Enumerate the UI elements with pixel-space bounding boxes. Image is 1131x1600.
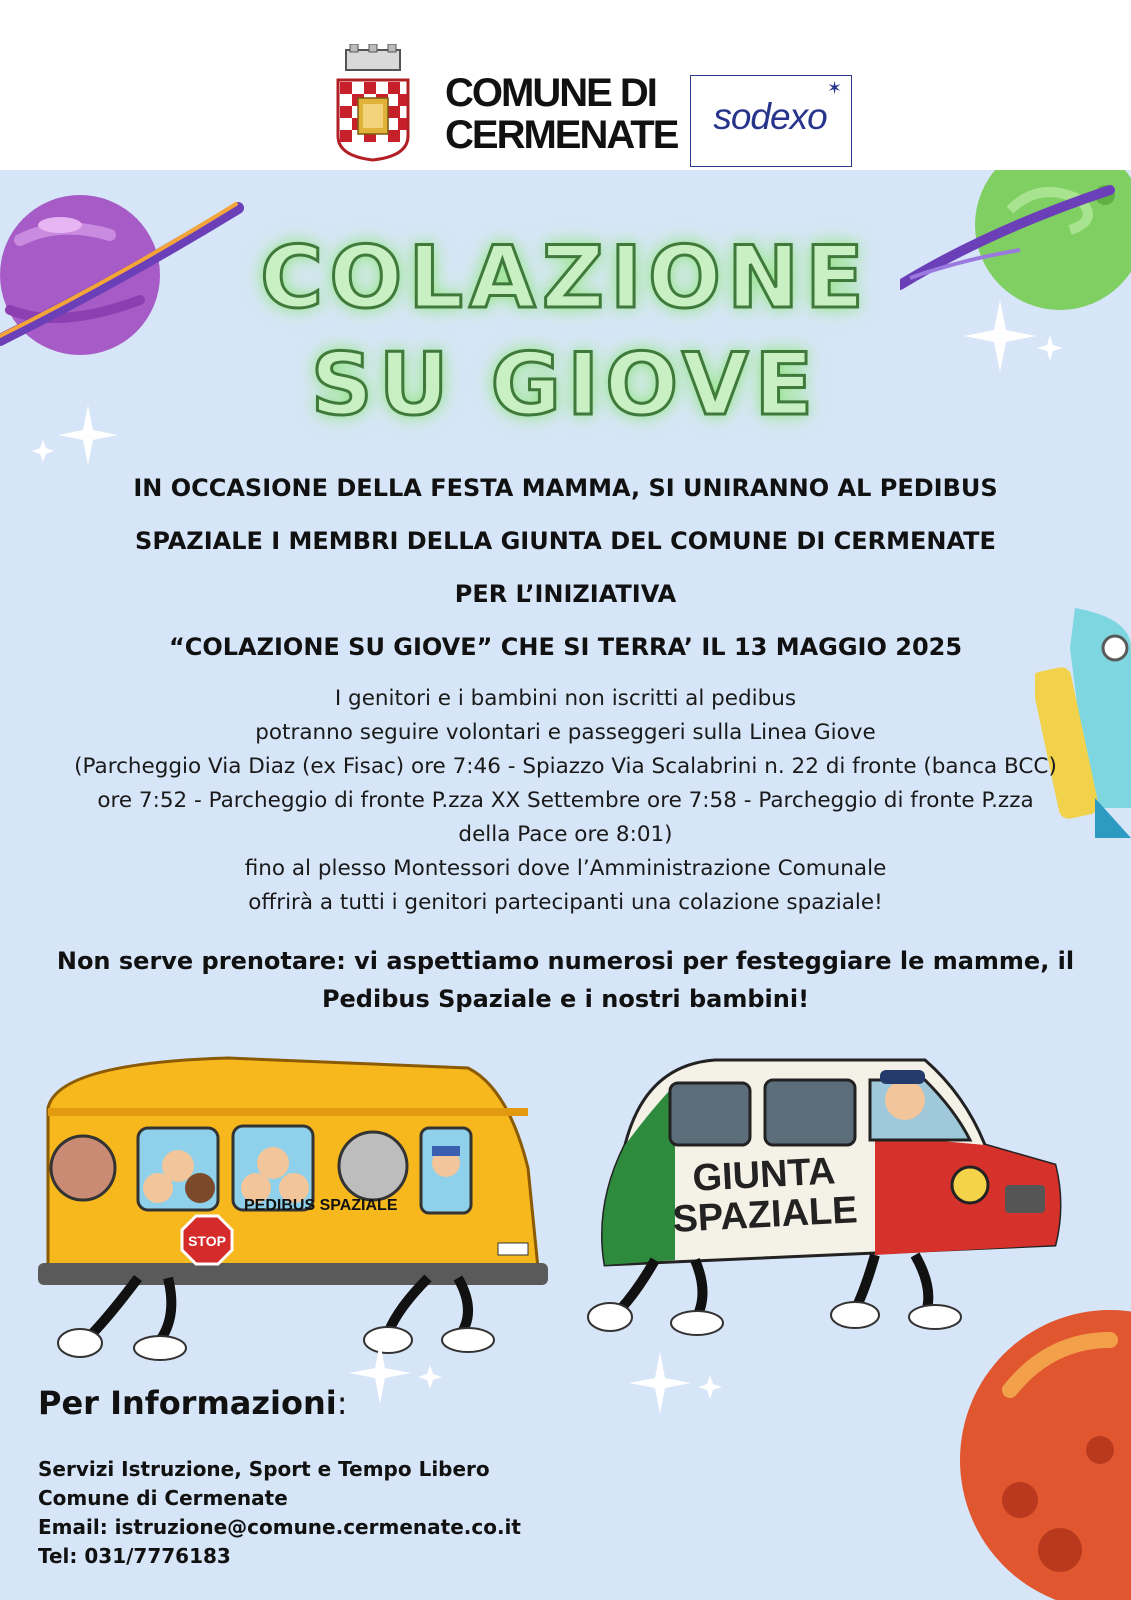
info-heading — [38, 1384, 348, 1422]
sodexo-logo — [690, 75, 852, 167]
info-heading-suffix: : — [336, 1384, 348, 1422]
sparkle-icon — [345, 1340, 455, 1410]
header — [0, 0, 1131, 170]
intro-line-3: PER L’INIZIATIVA — [454, 580, 677, 608]
sparkle-icon — [625, 1350, 735, 1420]
info-phone: Tel: 031/7776183 — [38, 1544, 231, 1568]
info-heading-text: Per Informazioni — [38, 1384, 337, 1422]
sodexo-logo-text: sodexo — [713, 96, 827, 137]
body-line-6: fino al plesso Montessori dove l’Amministrazione Comunale — [244, 856, 887, 881]
sparkle-icon — [950, 290, 1070, 380]
car-label-line-2: SPAZIALE — [671, 1189, 859, 1241]
car-label-line-1: GIUNTA — [691, 1150, 837, 1200]
school-bus-illustration — [28, 1048, 558, 1363]
info-email: Email: istruzione@comune.cermenate.co.it — [38, 1515, 521, 1539]
info-line-1: Servizi Istruzione, Sport e Tempo Libero — [38, 1457, 490, 1481]
body-line-3: (Parcheggio Via Diaz (ex Fisac) ore 7:46 - Spiazzo Via Scalabrini n. 22 di fronte (banca BCC) — [74, 754, 1057, 779]
intro-line-1: IN OCCASIONE DELLA FESTA MAMMA, SI UNIRANNO AL PEDIBUS — [133, 474, 998, 502]
callout-line-2: Pedibus Spaziale e i nostri bambini! — [321, 985, 810, 1013]
body-line-4: ore 7:52 - Parcheggio di fronte P.zza XX Settembre ore 7:58 - Parcheggio di fronte P.zza — [97, 788, 1034, 813]
sparkle-icon — [28, 400, 128, 475]
jupiter-window-icon — [51, 1136, 115, 1200]
body-line-2: potranno seguire volontari e passeggeri sulla Linea Giove — [255, 720, 876, 745]
intro-line-4: “COLAZIONE SU GIOVE” CHE SI TERRA’ IL 13 MAGGIO 2025 — [168, 633, 963, 661]
moon-window-icon — [339, 1132, 407, 1200]
intro-line-2: SPAZIALE I MEMBRI DELLA GIUNTA DEL COMUNE DI CERMENATE — [135, 527, 996, 555]
comune-line-1: COMUNE DI — [445, 71, 656, 115]
body-line-5: della Pace ore 8:01) — [458, 822, 673, 847]
title-line-2: SU GIOVE — [310, 335, 820, 435]
comune-di-cermenate-title — [445, 71, 678, 157]
body-line-1: I genitori e i bambini non iscritti al pedibus — [334, 686, 797, 711]
star-icon: ✶ — [827, 78, 843, 99]
town-crest-icon — [336, 44, 410, 162]
bus-label: PEDIBUS SPAZIALE — [244, 1197, 398, 1214]
callout-line-1: Non serve prenotare: vi aspettiamo numerosi per festeggiare le mamme, il — [56, 947, 1075, 975]
body-line-7: offrirà a tutti i genitori partecipanti una colazione spaziale! — [248, 890, 883, 915]
info-line-2: Comune di Cermenate — [38, 1486, 288, 1510]
comune-line-2: CERMENATE — [445, 113, 678, 157]
title-line-1: COLAZIONE — [260, 228, 870, 328]
red-planet-icon — [950, 1300, 1131, 1600]
stop-sign-label: STOP — [188, 1233, 226, 1249]
